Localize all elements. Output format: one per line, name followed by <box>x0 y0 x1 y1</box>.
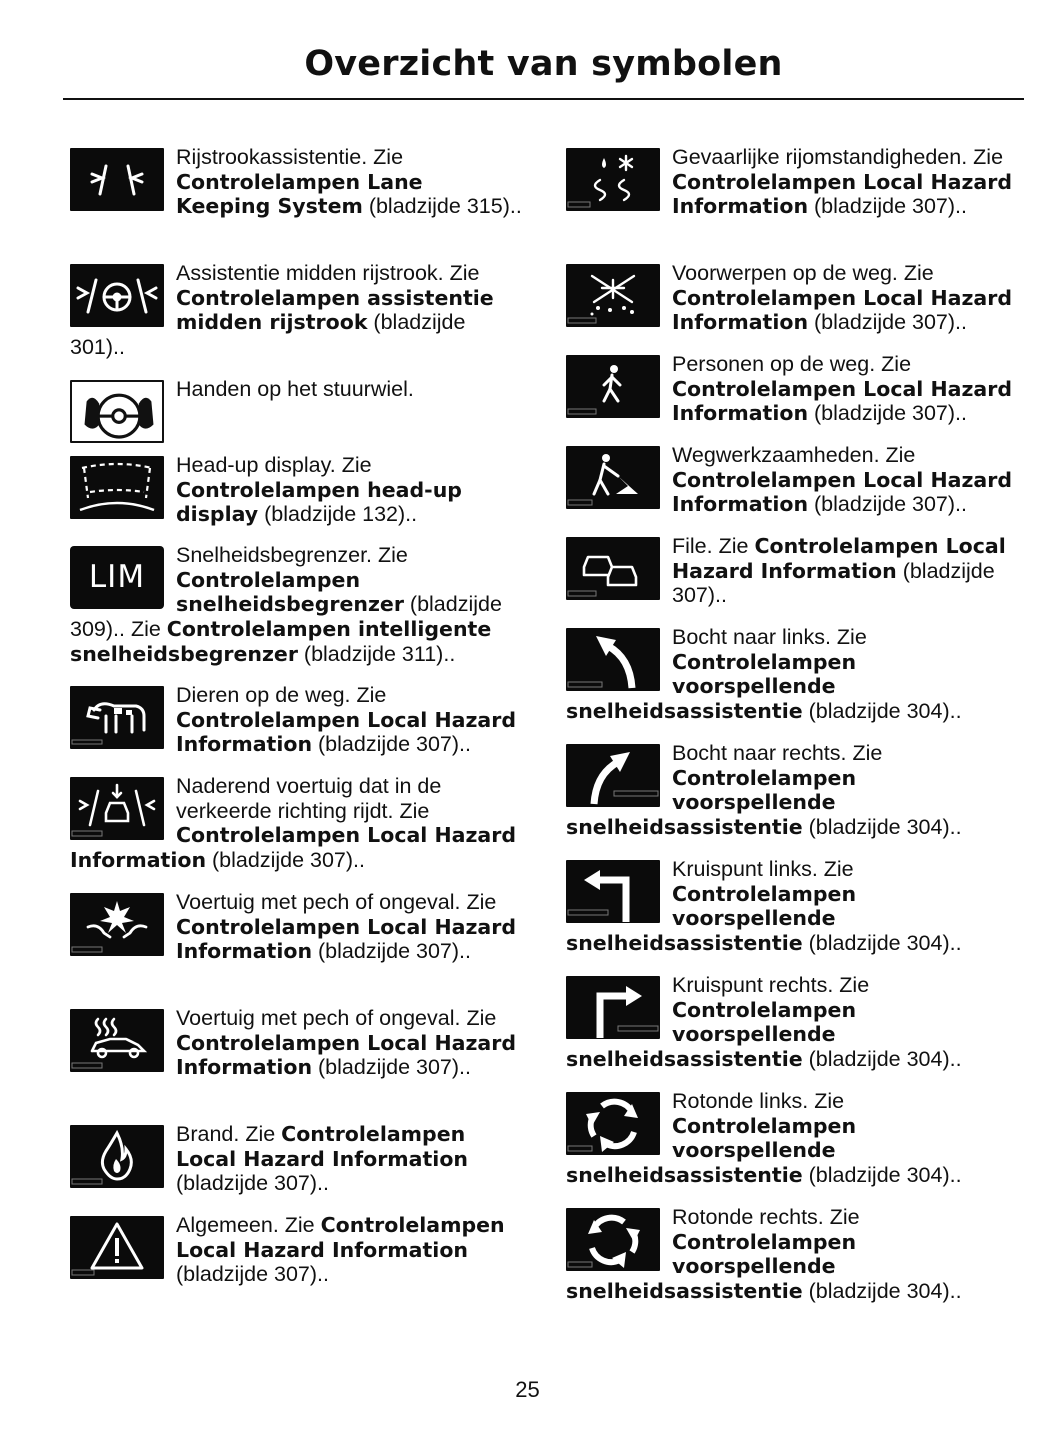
list-item <box>70 683 522 757</box>
entry-reference: Controlelampen Local Hazard Information <box>672 285 1013 335</box>
entry-page-ref: (bladzijde 307).. <box>808 401 967 426</box>
entry-text: Gevaarlijke rijomstandigheden. Zie <box>672 145 1004 169</box>
list-item <box>566 443 1021 517</box>
breakdown-icon <box>70 1009 164 1072</box>
list-item <box>566 741 1021 840</box>
entry-reference: Controlelampen Local Hazard Information <box>176 1213 505 1262</box>
roundabout-left-icon <box>566 1092 660 1155</box>
entry-page-ref: (bladzijde 301).. <box>70 310 466 360</box>
entry-text: Voertuig met pech of ongeval. Zie <box>176 890 497 914</box>
entry-reference: Controlelampen head-up display <box>176 477 462 527</box>
entry-page-ref-2: (bladzijde 311).. <box>297 641 456 666</box>
entry-text: Naderend voertuig dat in de verkeerde richting rijdt. Zie <box>176 774 442 823</box>
entry-page-ref: (bladzijde 307).. <box>176 1262 329 1287</box>
list-item <box>70 453 522 527</box>
entry-reference: Controlelampen snelheidsbegrenzer <box>176 567 404 617</box>
entry-page-ref: (bladzijde 315).. <box>362 194 522 219</box>
hands-on-wheel-icon <box>70 380 164 443</box>
entry-text: Brand. Zie <box>176 1122 282 1146</box>
roadworks-icon <box>566 446 660 509</box>
entry-reference: Controlelampen Local Hazard Information <box>672 169 1013 219</box>
list-item <box>70 1122 522 1196</box>
warning-triangle-icon <box>70 1216 164 1279</box>
entry-page-ref: (bladzijde 307).. <box>312 939 471 964</box>
entry-reference: Controlelampen Local Hazard Information <box>176 914 517 964</box>
lim-icon <box>70 546 164 609</box>
entry-text: Algemeen. Zie <box>176 1213 321 1237</box>
entry-reference: Controlelampen Local Hazard Information <box>672 534 1006 583</box>
page-number: 25 <box>515 1377 540 1402</box>
entry-reference: Controlelampen voorspellende snelheidsassistentie <box>566 765 857 840</box>
entry-page-ref: (bladzijde 307).. <box>672 558 995 608</box>
entry-text: Rotonde links. Zie <box>672 1089 845 1113</box>
entry-reference: Controlelampen voorspellende snelheidsassistentie <box>566 1113 857 1188</box>
entry-page-ref: (bladzijde 307).. <box>312 1055 471 1080</box>
list-item <box>566 1089 1021 1188</box>
pedestrian-icon <box>566 355 660 418</box>
title-divider <box>63 98 1024 100</box>
entry-page-ref: (bladzijde 307).. <box>808 194 967 219</box>
entry-reference: Controlelampen voorspellende snelheidsassistentie <box>566 997 857 1072</box>
entry-text: Bocht naar rechts. Zie <box>672 741 883 765</box>
list-item <box>70 890 522 964</box>
list-item <box>566 261 1021 335</box>
list-item <box>70 774 522 873</box>
entry-page-ref: (bladzijde 304).. <box>802 699 962 724</box>
entry-reference-2: Controlelampen intelligente snelheidsbegrenzer <box>70 617 492 666</box>
entry-text: Snelheidsbegrenzer. Zie <box>176 543 408 567</box>
entry-text: Assistentie midden rijstrook. Zie <box>176 261 480 285</box>
entry-page-ref: (bladzijde 307).. <box>808 492 967 517</box>
list-item <box>70 1213 522 1287</box>
entry-reference: Controlelampen Lane Keeping System <box>176 169 423 219</box>
junction-left-icon <box>566 860 660 923</box>
lane-centering-icon <box>70 264 164 327</box>
head-up-display-icon <box>70 456 164 519</box>
entry-reference: Controlelampen Local Hazard Information <box>176 1122 469 1171</box>
entry-reference: Controlelampen Local Hazard Information <box>176 707 517 757</box>
list-item <box>70 543 522 667</box>
list-item <box>566 145 1021 219</box>
entry-text: Wegwerkzaamheden. Zie <box>672 443 916 467</box>
junction-right-icon <box>566 976 660 1039</box>
road-debris-icon <box>566 264 660 327</box>
entry-text: File. Zie <box>672 534 755 558</box>
entry-text: Handen op het stuurwiel. <box>176 377 414 401</box>
animal-on-road-icon <box>70 686 164 749</box>
entry-text: Kruispunt links. Zie <box>672 857 854 881</box>
entry-reference: Controlelampen Local Hazard Information <box>672 467 1013 517</box>
list-item <box>70 1006 522 1080</box>
entry-page-ref: (bladzijde 307).. <box>206 848 365 873</box>
entry-page-ref: (bladzijde 304).. <box>802 815 962 840</box>
entry-page-ref: (bladzijde 307).. <box>176 1171 329 1196</box>
list-item <box>566 1205 1021 1304</box>
lim-label: LIM <box>88 559 146 596</box>
list-item <box>70 377 522 445</box>
traffic-jam-icon <box>566 537 660 600</box>
entry-page-ref: (bladzijde 304).. <box>802 1047 962 1072</box>
entry-reference: Controlelampen Local Hazard Information <box>176 1030 517 1080</box>
slippery-road-icon <box>566 148 660 211</box>
entry-reference: Controlelampen voorspellende snelheidsassistentie <box>566 881 857 956</box>
crash-icon <box>70 893 164 956</box>
list-item <box>566 857 1021 956</box>
list-item <box>566 625 1021 724</box>
entry-text: Head-up display. Zie <box>176 453 372 477</box>
curve-right-icon <box>566 744 660 807</box>
entry-reference: Controlelampen assistentie midden rijstrook <box>176 285 494 335</box>
entry-reference: Controlelampen Local Hazard Information <box>672 376 1013 426</box>
entry-page-ref: (bladzijde 309).. Zie <box>70 592 502 642</box>
list-item <box>566 352 1021 426</box>
entry-text: Rotonde rechts. Zie <box>672 1205 860 1229</box>
roundabout-right-icon <box>566 1208 660 1271</box>
entry-page-ref: (bladzijde 132).. <box>258 502 418 527</box>
list-item <box>566 534 1021 608</box>
entry-page-ref: (bladzijde 304).. <box>802 1279 962 1304</box>
entry-reference: Controlelampen voorspellende snelheidsassistentie <box>566 1229 857 1304</box>
fire-icon <box>70 1125 164 1188</box>
entry-text: Dieren op de weg. Zie <box>176 683 387 707</box>
entry-reference: Controlelampen Local Hazard Information <box>70 823 517 873</box>
entry-text: Personen op de weg. Zie <box>672 352 912 376</box>
entry-page-ref: (bladzijde 307).. <box>312 732 471 757</box>
curve-left-icon <box>566 628 660 691</box>
entry-text: Bocht naar links. Zie <box>672 625 867 649</box>
list-item <box>70 145 522 219</box>
entry-text: Voorwerpen op de weg. Zie <box>672 261 934 285</box>
entry-text: Rijstrookassistentie. Zie <box>176 145 404 169</box>
entry-page-ref: (bladzijde 304).. <box>802 931 962 956</box>
entry-text: Voertuig met pech of ongeval. Zie <box>176 1006 497 1030</box>
page-title: Overzicht van symbolen <box>304 44 783 84</box>
entry-reference: Controlelampen voorspellende snelheidsassistentie <box>566 649 857 724</box>
lane-keeping-icon <box>70 148 164 211</box>
wrong-way-vehicle-icon <box>70 777 164 840</box>
list-item <box>70 261 522 360</box>
entry-page-ref: (bladzijde 307).. <box>808 310 967 335</box>
entry-page-ref: (bladzijde 304).. <box>802 1163 962 1188</box>
entry-text: Kruispunt rechts. Zie <box>672 973 870 997</box>
list-item <box>566 973 1021 1072</box>
